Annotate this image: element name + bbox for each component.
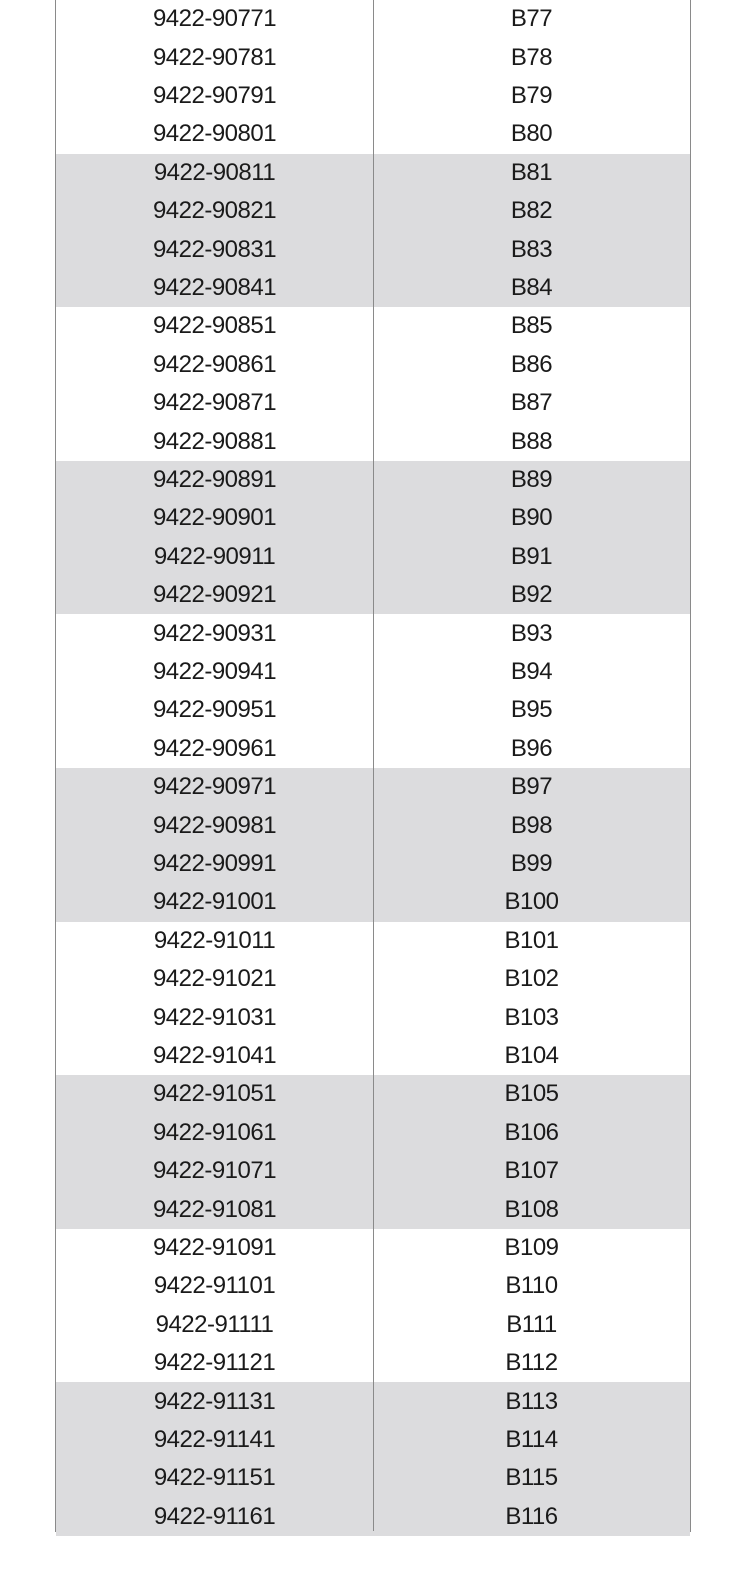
table-row [56,922,690,960]
code-cell: B85 [510,312,553,340]
table-row [56,384,690,422]
code-cell: B110 [505,1272,558,1300]
code-cell: B78 [510,43,553,71]
part-number-cell: 9422-90821 [152,197,277,225]
table-row [56,422,690,460]
part-number-cell: 9422-90981 [152,811,277,839]
table-row [56,1267,690,1305]
part-number-cell: 9422-90841 [152,273,277,301]
table-row [56,883,690,921]
table-row [56,192,690,230]
part-number-cell: 9422-90961 [152,734,277,762]
table-row [56,1344,690,1382]
code-cell: B77 [510,5,553,33]
code-cell: B99 [510,849,553,877]
table-row [56,1037,690,1075]
table-row [56,38,690,76]
part-number-cell: 9422-90971 [152,773,277,801]
table-row [56,1306,690,1344]
part-number-cell: 9422-90771 [152,5,277,33]
code-cell: B116 [505,1502,558,1530]
code-cell: B96 [510,734,553,762]
part-number-cell: 9422-91091 [152,1233,277,1261]
part-number-cell: 9422-90791 [152,81,277,109]
part-number-cell: 9422-91111 [155,1310,274,1338]
code-cell: B103 [504,1003,559,1031]
table-row [56,614,690,652]
part-number-cell: 9422-90831 [152,235,277,263]
part-number-cell: 9422-91081 [152,1195,277,1223]
code-cell: B104 [504,1041,559,1069]
table-row [56,115,690,153]
part-number-cell: 9422-90861 [152,350,277,378]
code-cell: B89 [510,465,553,493]
code-cell: B83 [510,235,553,263]
part-number-cell: 9422-90931 [152,619,277,647]
code-cell: B105 [504,1080,559,1108]
table-row [56,806,690,844]
code-cell: B91 [510,542,553,570]
code-cell: B114 [505,1425,558,1453]
code-cell: B92 [510,581,553,609]
code-cell: B100 [504,888,559,916]
part-number-cell: 9422-91121 [153,1349,276,1377]
code-cell: B97 [510,773,553,801]
code-cell: B95 [510,696,553,724]
part-number-cell: 9422-91051 [152,1080,277,1108]
part-number-cell: 9422-91101 [153,1272,276,1300]
part-number-cell: 9422-91141 [153,1425,276,1453]
part-number-cell: 9422-91071 [152,1157,277,1185]
part-number-cell: 9422-90871 [152,389,277,417]
part-number-cell: 9422-90991 [152,849,277,877]
part-number-cell: 9422-91021 [152,965,277,993]
part-number-cell: 9422-90851 [152,312,277,340]
code-cell: B82 [510,197,553,225]
code-cell: B81 [510,158,553,186]
part-number-cell: 9422-90921 [152,581,277,609]
part-number-cell: 9422-90901 [152,504,277,532]
part-number-cell: 9422-90781 [152,43,277,71]
table-row [56,0,690,38]
table-row [56,77,690,115]
part-number-cell: 9422-91031 [152,1003,277,1031]
code-cell: B84 [510,273,553,301]
table-row [56,998,690,1036]
part-number-cell: 9422-90881 [152,427,277,455]
table-row [56,1152,690,1190]
code-cell: B113 [505,1387,558,1415]
table-row [56,230,690,268]
table-row [56,499,690,537]
table-row [56,768,690,806]
part-number-cell: 9422-90891 [152,465,277,493]
table-row [56,538,690,576]
code-cell: B108 [504,1195,559,1223]
part-number-cell: 9422-90811 [153,158,276,186]
code-cell: B112 [505,1349,558,1377]
part-number-cell: 9422-91001 [152,888,277,916]
code-cell: B109 [504,1233,559,1261]
code-cell: B102 [504,965,559,993]
table-row [56,1229,690,1267]
table-row [56,1190,690,1228]
table-row [56,691,690,729]
part-number-cell: 9422-90941 [152,657,277,685]
code-cell: B115 [505,1464,558,1492]
code-cell: B101 [504,926,559,954]
table-row [56,730,690,768]
part-number-cell: 9422-91161 [153,1502,276,1530]
code-cell: B90 [510,504,553,532]
code-cell: B79 [510,81,553,109]
code-cell: B88 [510,427,553,455]
code-cell: B107 [504,1157,559,1185]
code-cell: B94 [510,657,553,685]
code-cell: B87 [510,389,553,417]
table-row [56,346,690,384]
code-cell: B80 [510,120,553,148]
code-cell: B86 [510,350,553,378]
table-row [56,1382,690,1420]
table-row [56,307,690,345]
table-row [56,653,690,691]
code-cell: B93 [510,619,553,647]
code-cell: B106 [504,1118,559,1146]
part-number-cell: 9422-91061 [152,1118,277,1146]
table-row [56,1498,690,1536]
table-row [56,1459,690,1497]
code-cell: B111 [506,1310,557,1338]
code-cell: B98 [510,811,553,839]
table-row [56,1421,690,1459]
table-row [56,576,690,614]
part-number-cell: 9422-91131 [153,1387,276,1415]
part-number-cell: 9422-90951 [152,696,277,724]
table-row [56,1114,690,1152]
table-row [56,461,690,499]
part-number-cell: 9422-90911 [153,542,276,570]
table-row [56,960,690,998]
parts-table [55,0,691,1532]
part-number-cell: 9422-91011 [153,926,276,954]
part-number-cell: 9422-91041 [152,1041,277,1069]
part-number-cell: 9422-90801 [152,120,277,148]
table-row [56,845,690,883]
table-row [56,154,690,192]
table-row [56,1075,690,1113]
table-row [56,269,690,307]
part-number-cell: 9422-91151 [153,1464,276,1492]
